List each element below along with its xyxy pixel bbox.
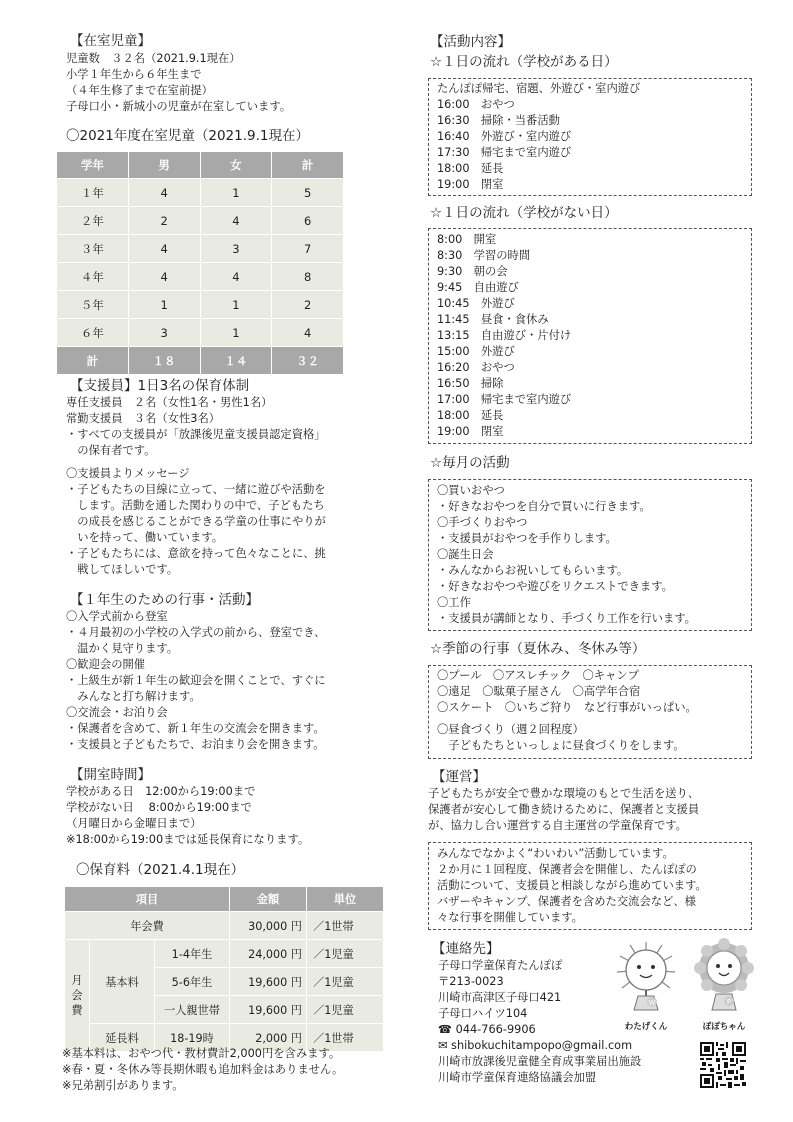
table-cell: 4 bbox=[200, 263, 272, 291]
table-cell: 1 bbox=[128, 291, 200, 319]
table-cell: 4 bbox=[272, 319, 344, 347]
table-header-cell: 計 bbox=[272, 152, 344, 179]
table-cell: 2 bbox=[272, 291, 344, 319]
staff-message bbox=[66, 466, 326, 578]
table-cell: 4 bbox=[200, 207, 272, 235]
message-line: します。活動を通した関わりの中で、子どもたち bbox=[66, 499, 325, 512]
table-cell: 2,000 円 bbox=[230, 1024, 307, 1052]
message-line: 〇支援員よりメッセージ bbox=[66, 467, 190, 480]
table-cell: 4 bbox=[128, 263, 200, 291]
school-day-schedule bbox=[437, 81, 640, 193]
enrollment-table-title: 〇2021年度在室児童（2021.9.1現在） bbox=[66, 128, 309, 144]
table-total-row bbox=[57, 347, 344, 375]
contact-text bbox=[438, 958, 641, 1086]
table-cell: 4 bbox=[128, 235, 200, 263]
schedule-item: 16:20 おやつ bbox=[437, 361, 515, 374]
schedule-item: 17:00 帰宅まで室内遊び bbox=[437, 393, 572, 406]
table-cell: ／1児童 bbox=[307, 940, 384, 968]
table-cell: 3 bbox=[128, 319, 200, 347]
operation-box-line: 々な行事を開催しています。 bbox=[437, 911, 583, 924]
schedule-item: 16:50 掃除 bbox=[437, 377, 504, 390]
mascot-name: ぽぽちゃん bbox=[702, 1022, 746, 1032]
table-row bbox=[57, 263, 344, 291]
table-cell: 延長料 bbox=[90, 1024, 155, 1052]
table-header-row bbox=[65, 887, 384, 912]
contact-line: 川崎市学童保育連絡協議会加盟 bbox=[438, 1071, 597, 1084]
table-cell: ／1児童 bbox=[307, 968, 384, 996]
hours-line: 学校がない日 8:00から19:00まで bbox=[66, 801, 252, 814]
operation-box-line: ２か月に１回程度、保護者会を開催し、たんぽぽの bbox=[437, 863, 697, 876]
schedule-item: 9:30 朝の会 bbox=[437, 265, 508, 278]
monthly-item: 〇誕生日会 bbox=[437, 548, 494, 561]
monthly-item: ・支援員が講師となり、手づくり工作を行います。 bbox=[437, 612, 696, 625]
no-school-day-title: ☆１日の流れ（学校がない日） bbox=[430, 205, 618, 221]
table-cell: ５年 bbox=[57, 291, 129, 319]
table-cell: 1 bbox=[200, 319, 272, 347]
first-grade-line: ・４月最初の小学校の入学式の前から、登室でき、 bbox=[66, 626, 326, 639]
operation-box-text bbox=[437, 846, 707, 926]
schedule-item: 19:00 閉室 bbox=[437, 178, 504, 191]
contact-heading: 【連絡先】 bbox=[432, 941, 500, 957]
operation-line: が、協力し合い運営する自主運営の学童保育です。 bbox=[428, 819, 687, 832]
staff-text bbox=[66, 395, 326, 459]
first-grade-heading: 【１年生のための行事・活動】 bbox=[70, 592, 259, 608]
message-line: ・子どもたちには、意欲を持って色々なことに、挑 bbox=[66, 547, 326, 560]
message-line: ・子どもたちの目線に立って、一緒に遊びや活動を bbox=[66, 483, 326, 496]
seasonal-item: 〇遠足 〇駄菓子屋さん 〇高学年合宿 bbox=[437, 685, 641, 698]
schedule-item: 8:30 学習の時間 bbox=[437, 249, 531, 262]
table-row bbox=[57, 291, 344, 319]
enrollment-line: （４年生修了まで在室前提） bbox=[66, 84, 213, 97]
staff-line: 常勤支援員 ３名（女性3名） bbox=[66, 412, 221, 425]
first-grade-line: 〇歓迎会の開催 bbox=[66, 658, 146, 671]
table-cell: 7 bbox=[272, 235, 344, 263]
phone-line: ☎ 044-766-9906 bbox=[438, 1023, 536, 1036]
seasonal-item: 〇スケート 〇いちご狩り など行事がいっぱい。 bbox=[437, 701, 697, 714]
schedule-item: 16:00 おやつ bbox=[437, 98, 515, 111]
table-cell: ２年 bbox=[57, 207, 129, 235]
contact-line: 〒213-0023 bbox=[438, 975, 504, 988]
table-cell: 19,600 円 bbox=[230, 968, 307, 996]
first-grade-line: 〇入学式前から登室 bbox=[66, 610, 168, 623]
table-cell bbox=[65, 940, 90, 1052]
operation-box-line: みんなでなかよく“わいわい”活動しています。 bbox=[437, 847, 674, 860]
staff-line: ・すべての支援員が「放課後児童支援員認定資格」 bbox=[66, 428, 326, 441]
table-cell: 1-4年生 bbox=[155, 940, 230, 968]
staff-line: の保有者です。 bbox=[66, 444, 156, 457]
schedule-item: 13:15 自由遊び・片付け bbox=[437, 329, 572, 342]
first-grade-line: ・保護者を含めて、新１年生の交流会を開きます。 bbox=[66, 722, 325, 735]
table-header-cell: 学年 bbox=[57, 152, 129, 179]
hours-line: （月曜日から金曜日まで） bbox=[66, 817, 202, 830]
message-line: いを持って、働いています。 bbox=[66, 531, 224, 544]
hours-line: ※18:00から19:00までは延長保育になります。 bbox=[66, 833, 310, 846]
monthly-item: ・好きなおやつを自分で買いに行きます。 bbox=[437, 500, 651, 513]
table-header-row bbox=[57, 152, 344, 179]
table-cell: 5 bbox=[272, 179, 344, 207]
mascot-popo bbox=[692, 938, 756, 1032]
schedule-item: 9:45 自由遊び bbox=[437, 281, 519, 294]
activities-heading: 【活動内容】 bbox=[430, 34, 511, 50]
enrollment-heading: 【在室児童】 bbox=[70, 33, 151, 49]
monthly-item: 〇工作 bbox=[437, 596, 471, 609]
schedule-item: 15:00 外遊び bbox=[437, 345, 515, 358]
first-grade-line: 温かく見守ります。 bbox=[66, 642, 179, 655]
monthly-label: 月会費 bbox=[71, 974, 83, 1017]
fee-note: ※春・夏・冬休み等長期休暇も追加料金はありません。 bbox=[62, 1063, 344, 1076]
table-cell: 4 bbox=[128, 179, 200, 207]
table-cell: 5-6年生 bbox=[155, 968, 230, 996]
monthly-item: 〇買いおやつ bbox=[437, 484, 505, 497]
table-cell: 19,600 円 bbox=[230, 996, 307, 1024]
table-cell: 18-19時 bbox=[155, 1024, 230, 1052]
table-cell: 1 bbox=[200, 179, 272, 207]
staff-heading: 【支援員】1日3名の保育体制 bbox=[70, 378, 250, 394]
monthly-item: ・支援員がおやつを手作りします。 bbox=[437, 532, 617, 545]
schedule-item: 16:30 掃除・当番活動 bbox=[437, 114, 560, 127]
mascot-name: わたげくん bbox=[624, 1022, 668, 1032]
contact-line: 川崎市放課後児童健全育成事業届出施設 bbox=[438, 1055, 642, 1068]
table-row bbox=[65, 912, 384, 940]
operation-box-line: 活動について、支援員と相談しながら進めています。 bbox=[437, 879, 707, 892]
table-cell: １４ bbox=[200, 347, 272, 375]
fee-notes bbox=[62, 1046, 343, 1094]
table-cell: ／1児童 bbox=[307, 996, 384, 1024]
fee-table bbox=[64, 886, 384, 1052]
table-cell: ６年 bbox=[57, 319, 129, 347]
first-grade-line: ・上級生が新１年生の歓迎会を開くことで、すぐに bbox=[66, 674, 326, 687]
schedule-item: 19:00 閉室 bbox=[437, 425, 504, 438]
table-header-cell: 男 bbox=[128, 152, 200, 179]
table-cell: 計 bbox=[57, 347, 129, 375]
table-cell: ３年 bbox=[57, 235, 129, 263]
dandelion-flower-icon bbox=[692, 938, 756, 1018]
table-header-cell: 単位 bbox=[307, 887, 384, 912]
table-cell: １年 bbox=[57, 179, 129, 207]
seasonal-title: ☆季節の行事（夏休み、冬休み等） bbox=[430, 641, 646, 657]
monthly-list bbox=[437, 483, 696, 627]
table-header-cell: 項目 bbox=[65, 887, 230, 912]
mascot-letter: W bbox=[648, 999, 656, 1007]
first-grade-line: 〇交流会・お泊り会 bbox=[66, 706, 168, 719]
table-cell: 年会費 bbox=[65, 912, 230, 940]
monthly-item: ・みんなからお祝いしてもらいます。 bbox=[437, 564, 629, 577]
first-grade-line: みんなと打ち解けます。 bbox=[66, 690, 201, 703]
message-line: の成長を感じることができる学童の仕事にやりが bbox=[66, 515, 326, 528]
schedule-item: 8:00 開室 bbox=[437, 233, 497, 246]
monthly-title: ☆毎月の活動 bbox=[430, 455, 510, 471]
table-cell: ４年 bbox=[57, 263, 129, 291]
table-cell: 一人親世帯 bbox=[155, 996, 230, 1024]
schedule-item: 18:00 延長 bbox=[437, 409, 504, 422]
fee-table-title: 〇保育料（2021.4.1現在） bbox=[76, 862, 245, 878]
table-row bbox=[57, 207, 344, 235]
enrollment-text bbox=[66, 51, 291, 115]
schedule-item: 16:40 外遊び・室内遊び bbox=[437, 130, 572, 143]
seasonal-list bbox=[437, 668, 697, 754]
seasonal-item: 〇プール 〇アスレチック 〇キャンプ bbox=[437, 669, 639, 682]
mascot-letter: P bbox=[726, 998, 732, 1006]
contact-line: 子母口ハイツ104 bbox=[438, 1007, 528, 1020]
table-cell: 30,000 円 bbox=[230, 912, 307, 940]
operation-text bbox=[428, 786, 699, 834]
table-cell: 24,000 円 bbox=[230, 940, 307, 968]
table-cell: １８ bbox=[128, 347, 200, 375]
table-header-cell: 金額 bbox=[230, 887, 307, 912]
table-row bbox=[57, 235, 344, 263]
first-grade-line: ・支援員と子どもたちで、お泊まり会を開きます。 bbox=[66, 738, 325, 751]
schedule-item: 10:45 外遊び bbox=[437, 297, 515, 310]
enrollment-line: 小学１年生から６年生まで bbox=[66, 68, 202, 81]
hours-text bbox=[66, 784, 309, 848]
first-grade-text bbox=[66, 609, 326, 753]
seasonal-item: 子どもたちといっしょに昼食づくりをします。 bbox=[437, 739, 685, 752]
table-cell: 6 bbox=[272, 207, 344, 235]
table-header-cell: 女 bbox=[200, 152, 272, 179]
fee-note: ※兄弟割引があります。 bbox=[62, 1079, 184, 1092]
table-cell: 基本料 bbox=[90, 940, 155, 1024]
mascot-watage bbox=[612, 938, 680, 1032]
table-cell: ／1世帯 bbox=[307, 912, 384, 940]
staff-line: 専任支援員 ２名（女性1名・男性1名） bbox=[66, 396, 273, 409]
dandelion-fluff-icon bbox=[612, 938, 680, 1018]
message-line: 戦してほしいです。 bbox=[66, 563, 179, 576]
table-cell: 2 bbox=[128, 207, 200, 235]
enrollment-table bbox=[56, 151, 344, 375]
schedule-item: 17:30 帰宅まで室内遊び bbox=[437, 146, 572, 159]
school-day-title: ☆１日の流れ（学校がある日） bbox=[430, 54, 618, 70]
monthly-item: 〇手づくりおやつ bbox=[437, 516, 528, 529]
table-row bbox=[57, 319, 344, 347]
enrollment-line: 子母口小・新城小の児童が在室しています。 bbox=[66, 100, 292, 113]
schedule-item: 18:00 延長 bbox=[437, 162, 504, 175]
hours-line: 学校がある日 12:00から19:00まで bbox=[66, 785, 256, 798]
email-line: ✉ shibokuchitampopo@gmail.com bbox=[438, 1039, 633, 1052]
operation-line: 保護者が安心して働き続けるために、保護者と支援員 bbox=[428, 803, 700, 816]
fee-note: ※基本料は、おやつ代・教材費計2,000円を含みます。 bbox=[62, 1047, 341, 1060]
operation-heading: 【運営】 bbox=[432, 769, 486, 785]
operation-box-line: バザーやキャンプ、保護者を含めた交流会など、様 bbox=[437, 895, 696, 908]
table-cell: 8 bbox=[272, 263, 344, 291]
table-row bbox=[57, 179, 344, 207]
schedule-item: 11:45 昼食・食休み bbox=[437, 313, 549, 326]
no-school-day-schedule bbox=[437, 232, 571, 440]
table-cell: ／1世帯 bbox=[307, 1024, 384, 1052]
seasonal-item: 〇昼食づくり（週２回程度） bbox=[437, 723, 584, 736]
table-cell: 3 bbox=[200, 235, 272, 263]
table-cell: 1 bbox=[200, 291, 272, 319]
monthly-item: ・好きなおやつや遊びをリクエストできます。 bbox=[437, 580, 673, 593]
operation-line: 子どもたちが安全で豊かな環境のもとで生活を送り、 bbox=[428, 787, 700, 800]
qr-code-icon bbox=[700, 1042, 746, 1088]
contact-line: 子母口学童保育たんぽぽ bbox=[438, 959, 563, 972]
schedule-item: たんぽぽ帰宅、宿題、外遊び・室内遊び bbox=[437, 82, 641, 95]
enrollment-line: 児童数 ３２名（2021.9.1現在） bbox=[66, 52, 241, 65]
contact-line: 川崎市高津区子母口421 bbox=[438, 991, 562, 1004]
hours-heading: 【開室時間】 bbox=[70, 767, 151, 783]
table-row bbox=[65, 940, 384, 968]
table-cell: ３２ bbox=[272, 347, 344, 375]
